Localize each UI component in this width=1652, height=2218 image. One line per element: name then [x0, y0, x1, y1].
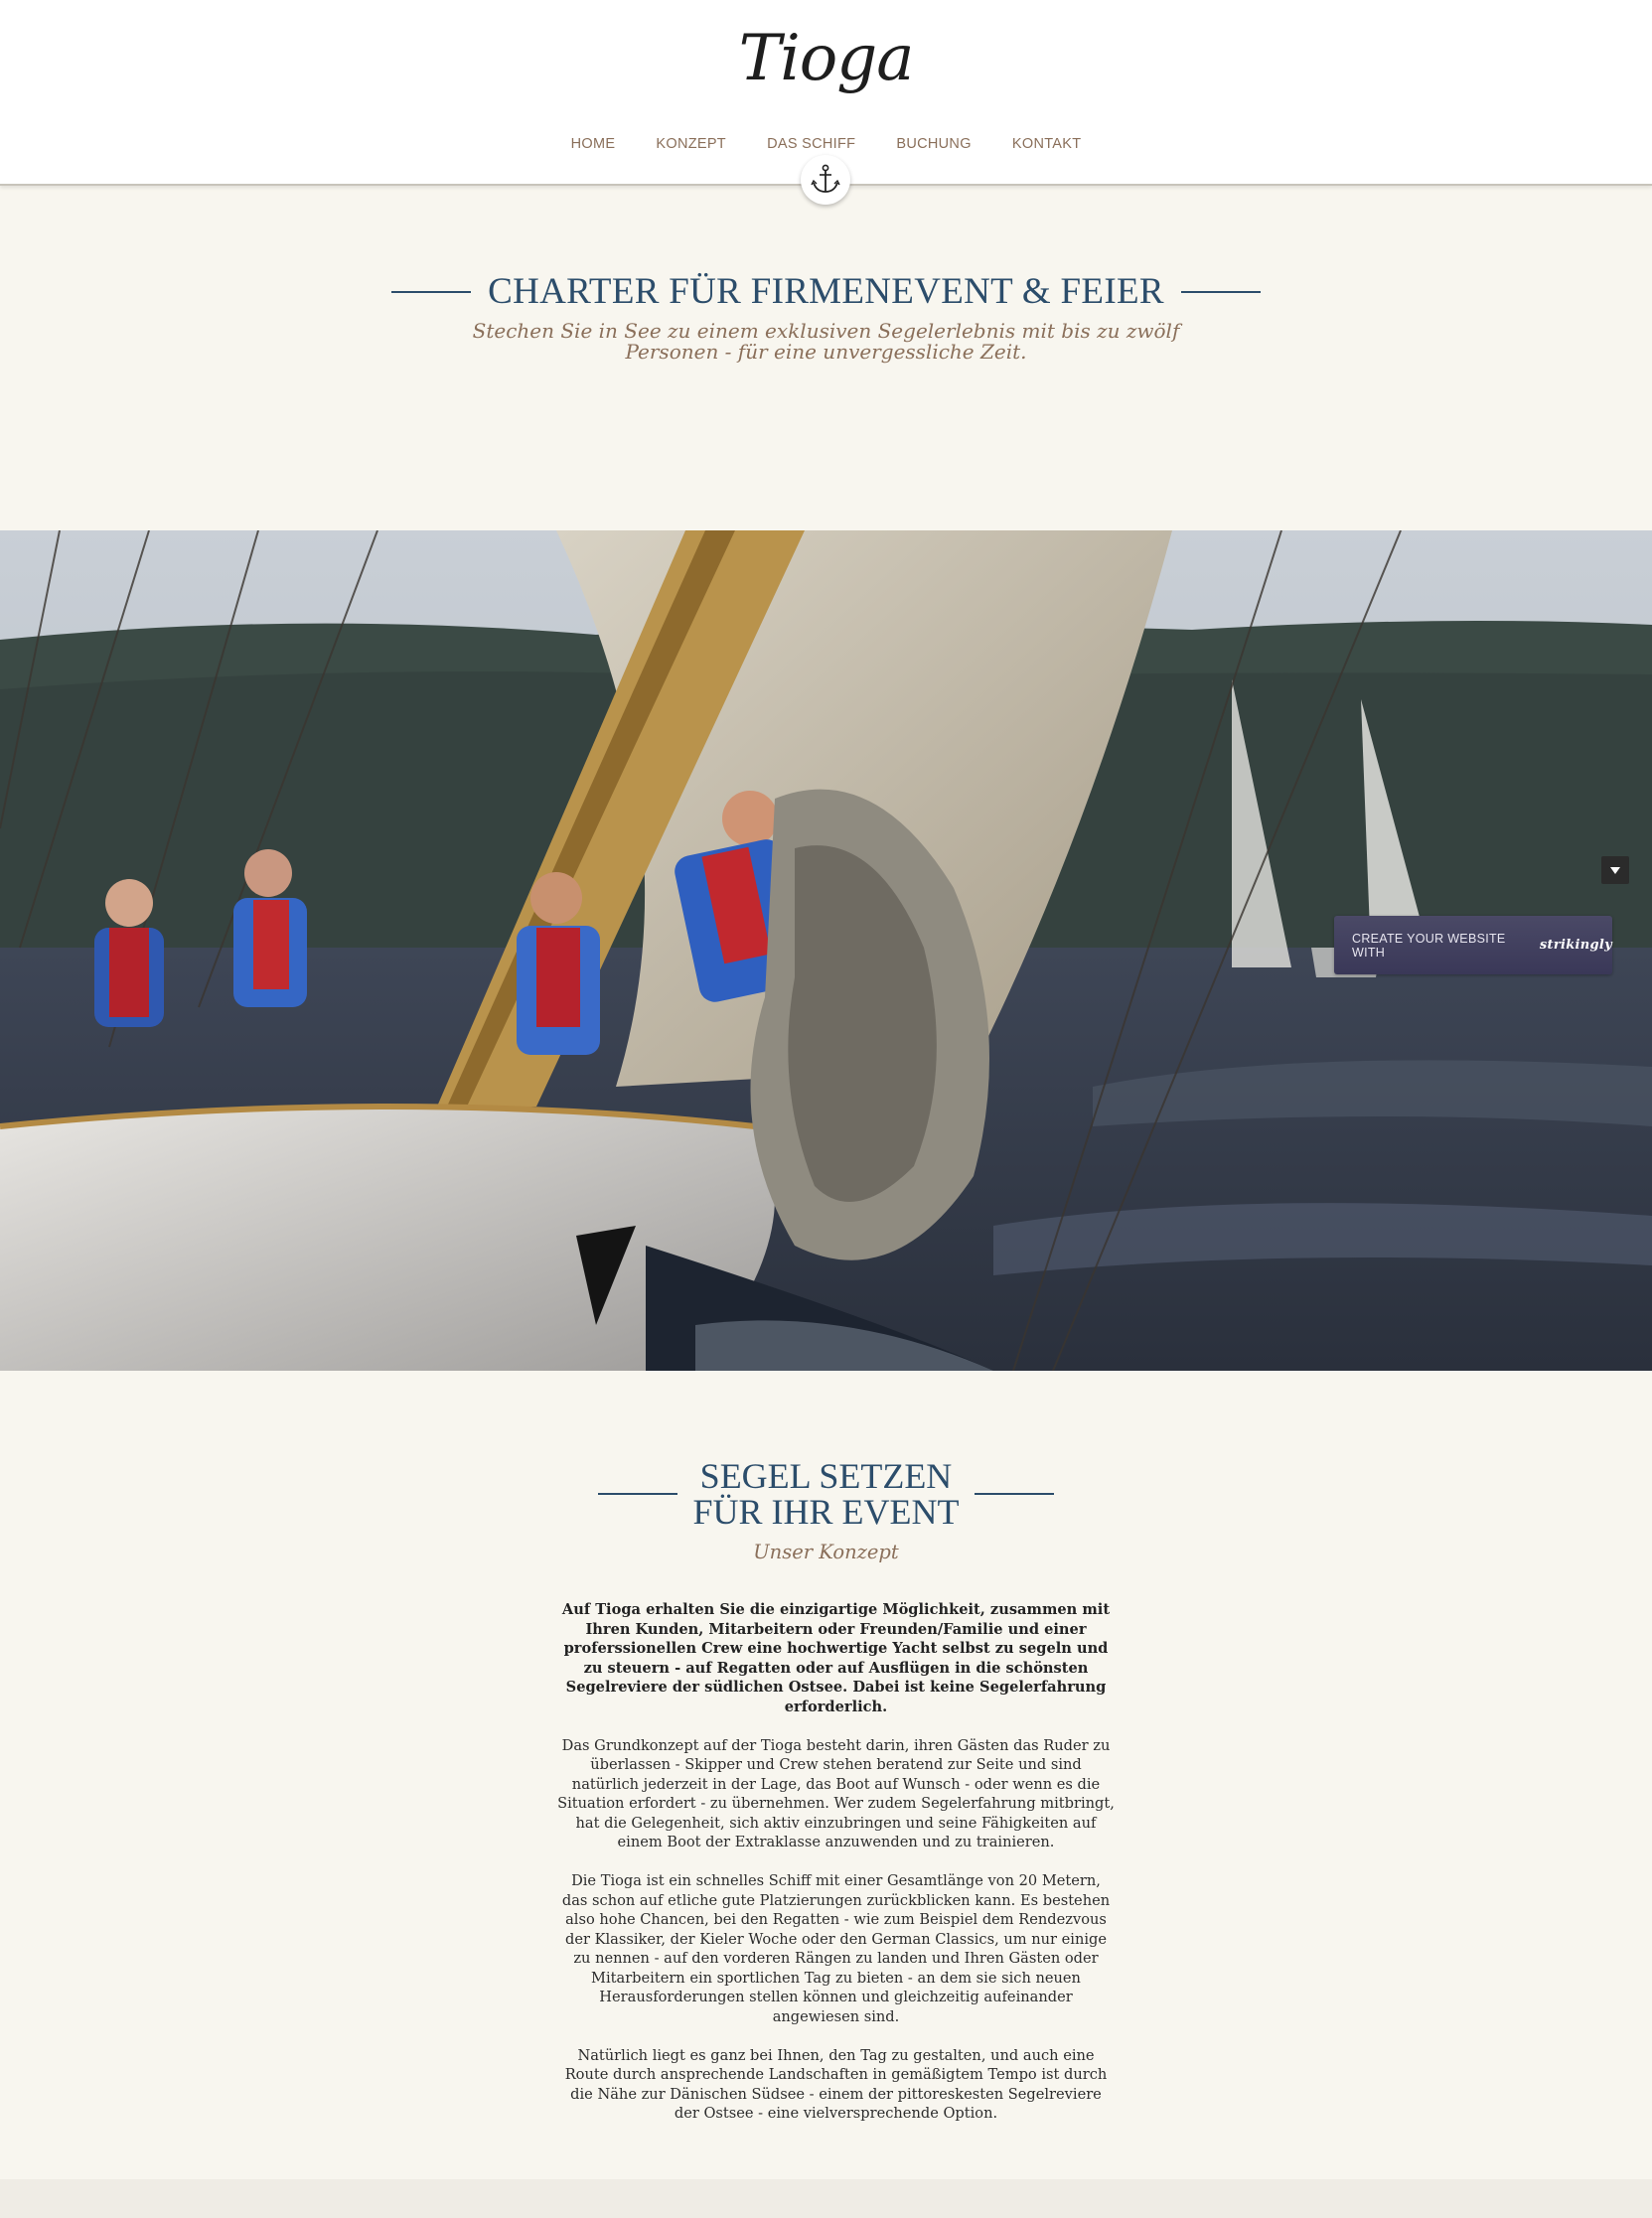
title-rule-left — [391, 291, 471, 293]
concept-title-line-1: SEGEL SETZEN — [699, 1456, 953, 1496]
intro-subtitle-line-1: Stechen Sie in See zu einem exklusiven Segelerlebnis mit bis zu zwölf — [472, 319, 1180, 343]
main-nav — [0, 133, 1652, 152]
nav-item-buchung[interactable]: BUCHUNG — [896, 136, 972, 152]
concept-title-line-2: FÜR IHR EVENT — [692, 1492, 960, 1532]
intro-subtitle-line-2: Personen - für eine unvergessliche Zeit. — [625, 340, 1027, 364]
concept-lead-paragraph: Auf Tioga erhalten Sie die einzigartige Möglichkeit, zusammen mit Ihren Kunden, Mitarbeitern oder Freunden/Familie und einer proferssionellen Crew eine hochwertige Yacht selbst zu segeln und zu steuern - auf Regatten oder auf Ausflügen in die schönsten Segelreviere der südlichen Ostsee. Dabei ist keine Segelerfahrung erforderlich. — [561, 1601, 1111, 1715]
concept-body — [556, 1600, 1116, 2143]
intro-title: CHARTER FÜR FIRMENEVENT & FEIER — [488, 271, 1164, 312]
intro-subtitle — [0, 321, 1652, 363]
concept-paragraph-3: Natürlich liegt es ganz bei Ihnen, den Tag zu gestalten, und auch eine Route durch ansprechende Landschaften in gemäßigtem Tempo ist durch die Nähe zur Dänischen Südsee - einem der pittoreskesten Segelreviere der Ostsee - eine vielversprechende Option. — [564, 2046, 1108, 2122]
title-rule-right — [975, 1493, 1054, 1495]
nav-item-konzept[interactable]: KONZEPT — [656, 136, 726, 152]
concept-subtitle: Unser Konzept — [753, 1541, 899, 1563]
strikingly-promo-banner[interactable] — [1334, 916, 1612, 974]
concept-title — [693, 1458, 960, 1530]
nav-item-das-schiff[interactable]: DAS SCHIFF — [767, 136, 856, 152]
intro-heading — [0, 270, 1652, 313]
nav-item-home[interactable]: HOME — [570, 136, 616, 152]
site-logo[interactable]: Tioga — [738, 22, 914, 95]
promo-brand: strikingly — [1539, 938, 1612, 953]
concept-paragraph-2: Die Tioga ist ein schnelles Schiff mit einer Gesamtlänge von 20 Metern, das schon auf etliche gute Platzierungen zurückblicken kann. Es bestehen also hohe Chancen, bei den Regatten - wie zum Beispiel dem Rendezvous der Klassiker, der Kieler Woche oder den German Classics, um nur einige zu nennen - auf den vorderen Rängen zu landen und Ihren Gästen oder Mitarbeitern ein sportlichen Tag zu bieten - an dem sie sich neuen Herausforderungen stellen können und gleichzeitig aufeinander angewiesen sind. — [561, 1872, 1111, 2025]
next-section-band — [0, 2179, 1652, 2218]
caret-down-icon — [1610, 867, 1620, 874]
anchor-badge — [801, 155, 850, 205]
nav-item-kontakt[interactable]: KONTAKT — [1011, 136, 1082, 152]
concept-heading — [0, 1458, 1652, 1530]
concept-paragraph-1: Das Grundkonzept auf der Tioga besteht darin, ihren Gästen das Ruder zu überlassen - Skipper und Crew stehen beratend zur Seite und sind natürlich jederzeit in der Lage, das Boot auf Wunsch - oder wenn es die Situation erfordert - zu übernehmen. Wer zudem Segelerfahrung mitbringt, hat die Gelegenheit, sich aktiv einzubringen und seine Fähigkeiten auf einem Boot der Extraklasse anzuwenden und zu trainieren. — [557, 1736, 1115, 1850]
promo-toggle-button[interactable] — [1601, 856, 1629, 884]
promo-text: CREATE YOUR WEBSITE WITH — [1352, 931, 1506, 960]
title-rule-right — [1181, 291, 1261, 293]
anchor-icon — [811, 164, 840, 196]
title-rule-left — [598, 1493, 677, 1495]
